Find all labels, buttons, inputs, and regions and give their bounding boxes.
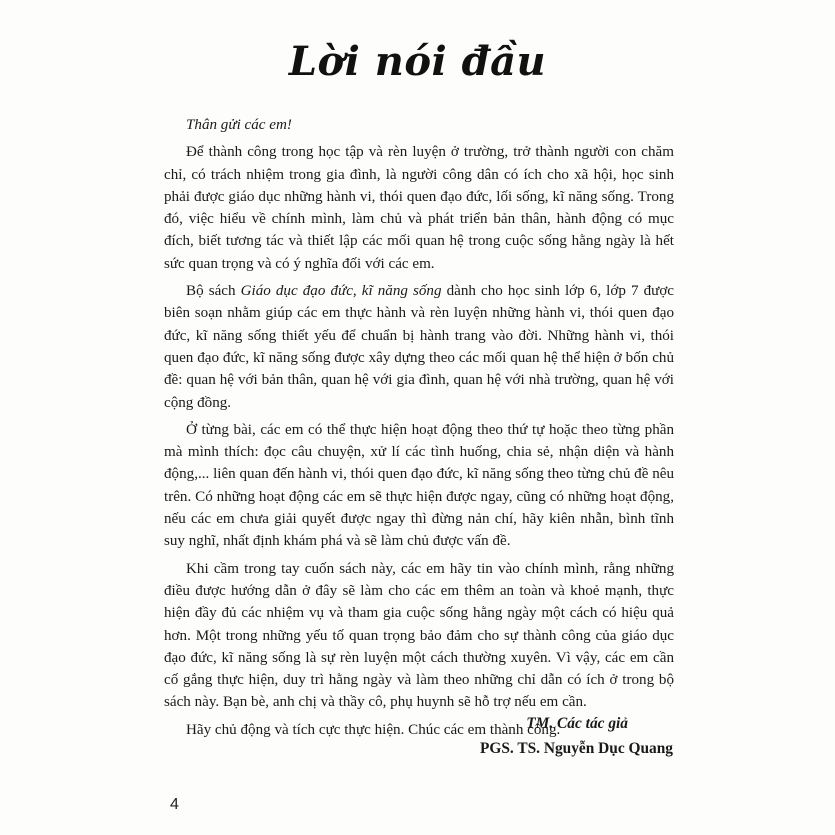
page-title: Lời nói đầu — [288, 38, 547, 85]
paragraph-3 — [164, 419, 674, 553]
book-title-emphasis: Giáo dục đạo đức, kĩ năng sống — [240, 283, 442, 300]
paragraph-1 — [164, 141, 674, 275]
signature-name: PGS. TS. Nguyễn Dục Quang — [479, 740, 673, 757]
paragraph-1-text: Để thành công trong học tập và rèn luyện ở trường, trở thành người con chăm chỉ, có trách nhiệm trong gia đình, là người công dân có ích cho xã hội, học sinh phải được giáo dục những hành vi, thói quen đạo đức, lối sống, kĩ năng sống. Trong đó, việc hiểu về chính mình, làm chủ và phát triển bản thân, hành động có mục đích, biết tương tác và thiết lập các mối quan hệ trong cuộc sống hằng ngày là hết sức quan trọng và có ý nghĩa đối với các em. — [164, 144, 674, 272]
preface-body — [164, 114, 674, 746]
signature-role: TM. Các tác giả — [526, 715, 628, 732]
page-number: 4 — [170, 796, 179, 813]
paragraph-2-lead: Bộ sách — [186, 283, 241, 300]
paragraph-3-text: Ở từng bài, các em có thể thực hiện hoạt động theo thứ tự hoặc theo từng phần mà mình thích: đọc câu chuyện, xử lí các tình huống, chia sẻ, nhận diện và hành động,... liên quan đến hành vi, thói quen đạo đức, kĩ năng sống theo từng chủ đề nêu trên. Có những hoạt động các em sẽ thực hiện được ngay, cũng có những hoạt động, nếu các em chưa giải quyết được ngay thì đừng nản chí, hãy kiên nhẫn, bình tĩnh suy nghĩ, nhất định khám phá và sẽ làm chủ được vấn đề. — [164, 421, 674, 550]
paragraph-4 — [164, 558, 674, 714]
signature-block — [480, 711, 673, 761]
paragraph-2-rest: dành cho học sinh lớp 6, lớp 7 được biên soạn nhằm giúp các em thực hành và rèn luyện những hành vi, thói quen đạo đức, kĩ năng sống thiết yếu để chuẩn bị hành trang vào đời. Những hành vi, thói quen đạo đức, kĩ năng sống được xây dựng theo các mối quan hệ thể hiện ở bốn chủ đề: quan hệ với bản thân, quan hệ với gia đình, quan hệ với nhà trường, quan hệ với cộng đồng. — [164, 283, 674, 411]
paragraph-4-text: Khi cầm trong tay cuốn sách này, các em hãy tin vào chính mình, rằng những điều được hướng dẫn ở đây sẽ làm cho các em thêm an toàn và khoẻ mạnh, thực hiện đầy đủ các nhiệm vụ và tham gia cuộc sống hằng ngày một cách có hiệu quả hơn. Một trong những yếu tố quan trọng bảo đảm cho sự thành công của giáo dục đạo đức, kĩ năng sống là sự rèn luyện một cách thường xuyên. Vì vậy, các em cần cố gắng thực hiện, duy trì hằng ngày và làm theo những chỉ dẫn có ích ở trong bộ sách này. Bạn bè, anh chị và thầy cô, phụ huynh sẽ hỗ trợ nếu em cần. — [164, 560, 674, 711]
greeting: Thân gửi các em! — [186, 117, 292, 133]
paragraph-5-text: Hãy chủ động và tích cực thực hiện. Chúc các em thành công. — [186, 721, 561, 738]
paragraph-2 — [164, 280, 674, 414]
